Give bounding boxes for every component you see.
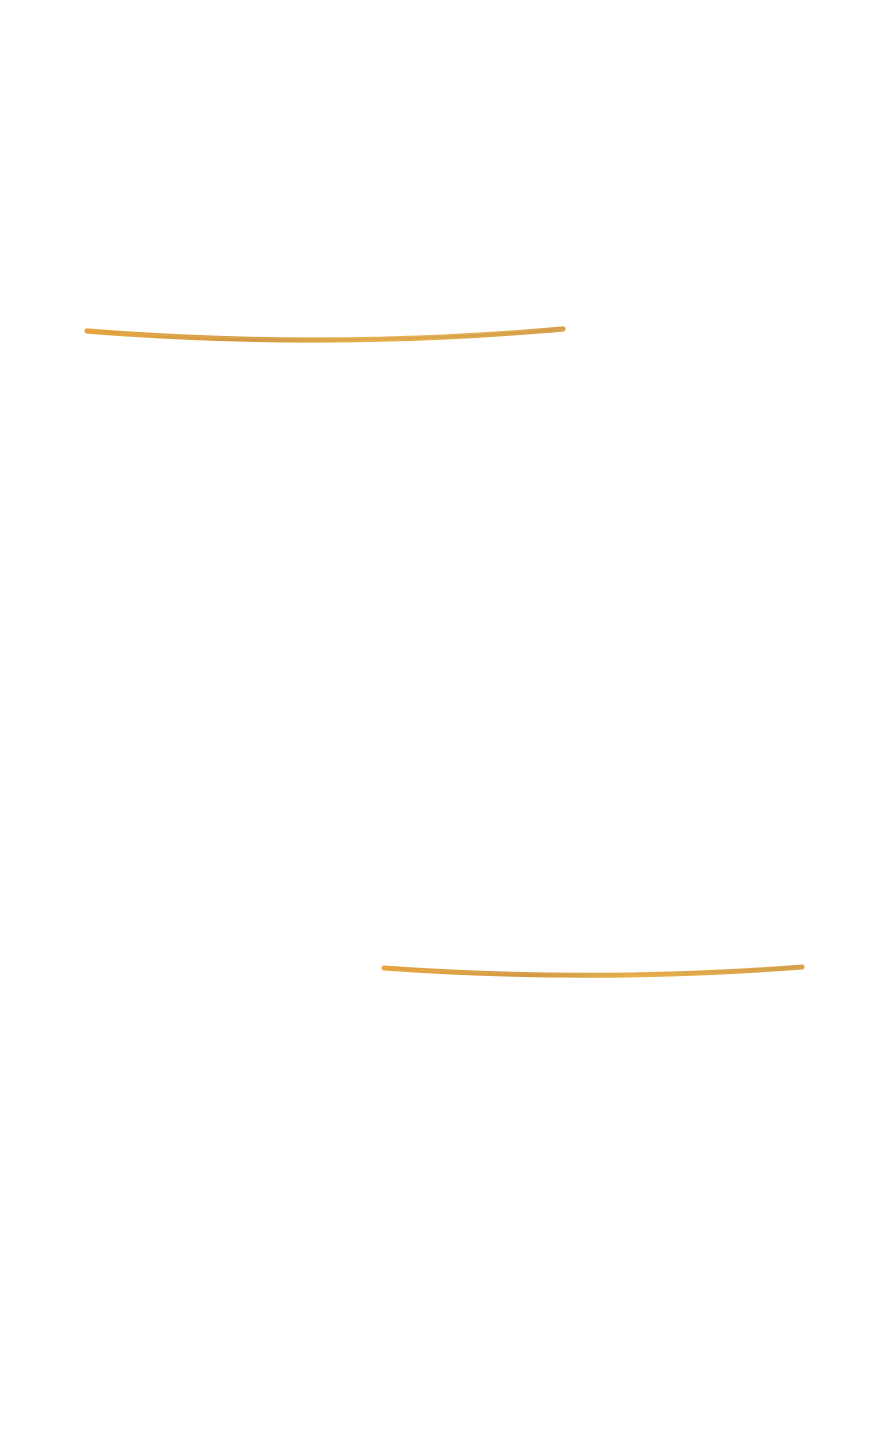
upper-gold-brush-stroke — [87, 329, 563, 340]
lower-gold-brush-stroke — [384, 967, 802, 975]
